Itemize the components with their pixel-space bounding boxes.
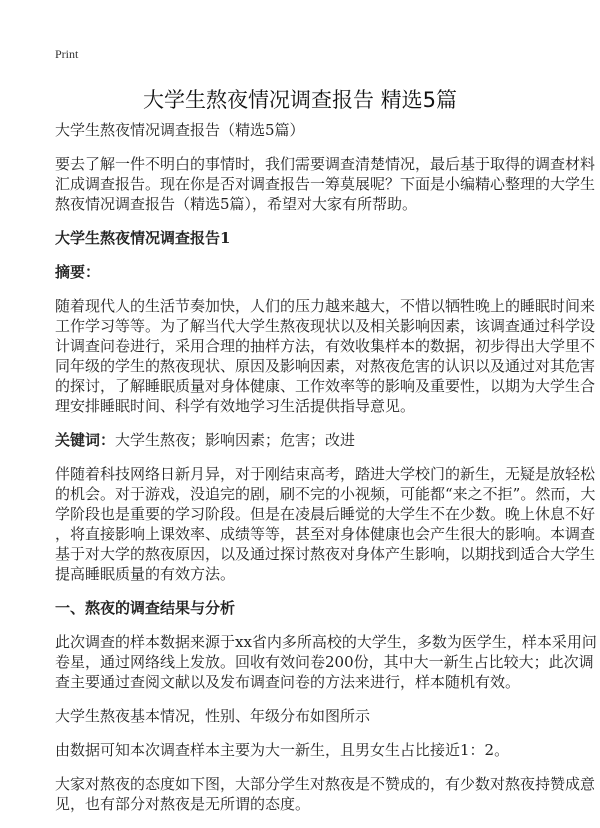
text-line: 学阶段也是重要的学习阶段。但是在凌晨后睡觉的大学生不在少数。晚上休息不好 [55, 505, 596, 523]
report1-heading: 大学生熬夜情况调查报告1 [55, 229, 231, 247]
document-body [55, 120, 597, 828]
text-line: 随着现代人的生活节奏加快，人们的压力越来越大，不惜以牺牲晚上的睡眠时间来 [55, 297, 596, 315]
text-line: 理安排睡眠时间、科学有效地学习生活提供指导意见。 [55, 397, 416, 415]
text-line: 此次调查的样本数据来源于xx省内多所高校的大学生，多数为医学生，样本采用问 [55, 633, 597, 651]
section1-heading: 一、熬夜的调查结果与分析 [55, 599, 236, 617]
abstract-paragraph [55, 296, 596, 416]
attitude-paragraph [55, 774, 596, 814]
text-line: 要去了解一件不明白的事情时，我们需要调查清楚情况，最后基于取得的调查材料 [55, 155, 596, 173]
text-line: 查主要通过查阅文献以及发布调查问卷的方法来进行，样本随机有效。 [55, 673, 521, 691]
text-line: 的机会。对于游戏，没追完的剧，刷不完的小视频，可能都“来之不拒”。然而，大 [55, 485, 596, 503]
text-line: 大家对熬夜的态度如下图，大部分学生对熬夜是不赞成的，有少数对熬夜持赞成意 [55, 775, 596, 793]
page-title: 大学生熬夜情况调查报告 精选5篇 [142, 88, 458, 112]
text-line: ，将直接影响上课效率、成绩等等，甚至对身体健康也会产生很大的影响。本调查 [55, 525, 596, 543]
data-note-paragraph: 由数据可知本次调查样本主要为大一新生，且男女生占比接近1：2。 [55, 741, 510, 759]
abstract-label: 摘要： [55, 263, 101, 281]
keywords-value: 大学生熬夜；影响因素；危害；改进 [115, 431, 356, 449]
text-line: 伴随着科技网络日新月异，对于刚结束高考，踏进大学校门的新生，无疑是放轻松 [55, 465, 596, 483]
text-line: 计调查问卷进行，采用合理的抽样方法，有效收集样本的数据，初步得出大学里不 [55, 337, 596, 355]
survey-paragraph [55, 632, 597, 692]
print-link[interactable]: Print [55, 47, 79, 61]
intro-paragraph [55, 154, 596, 214]
background-paragraph [55, 464, 596, 584]
text-line: 的探讨，了解睡眠质量对身体健康、工作效率等的影响及重要性，以期为大学生合 [55, 377, 596, 395]
text-line: 工作学习等等。为了解当代大学生熬夜现状以及相关影响因素，该调查通过科学设 [55, 317, 596, 335]
text-line: 见，也有部分对熬夜是无所谓的态度。 [55, 795, 311, 813]
subtitle: 大学生熬夜情况调查报告（精选5篇） [55, 121, 305, 139]
keywords-label: 关键词： [55, 431, 116, 449]
text-line: 同年级的学生的熬夜现状、原因及影响因素，对熬夜危害的认识以及通过对其危害 [55, 357, 596, 375]
text-line: 提高睡眠质量的有效方法。 [55, 565, 236, 583]
text-line: 卷星，通过网络线上发放。回收有效问卷200份，其中大一新生占比较大；此次调 [55, 653, 594, 671]
text-line: 熬夜情况调查报告（精选5篇），希望对大家有所帮助。 [55, 195, 418, 213]
text-line: 汇成调查报告。现在你是否对调查报告一筹莫展呢？下面是小编精心整理的大学生 [55, 175, 596, 193]
basic-info-paragraph: 大学生熬夜基本情况，性别、年级分布如图所示 [55, 707, 371, 725]
text-line: 基于对大学的熬夜原因，以及通过探讨熬夜对身体产生影响，以期找到适合大学生 [55, 545, 596, 563]
keywords-line [55, 430, 552, 450]
